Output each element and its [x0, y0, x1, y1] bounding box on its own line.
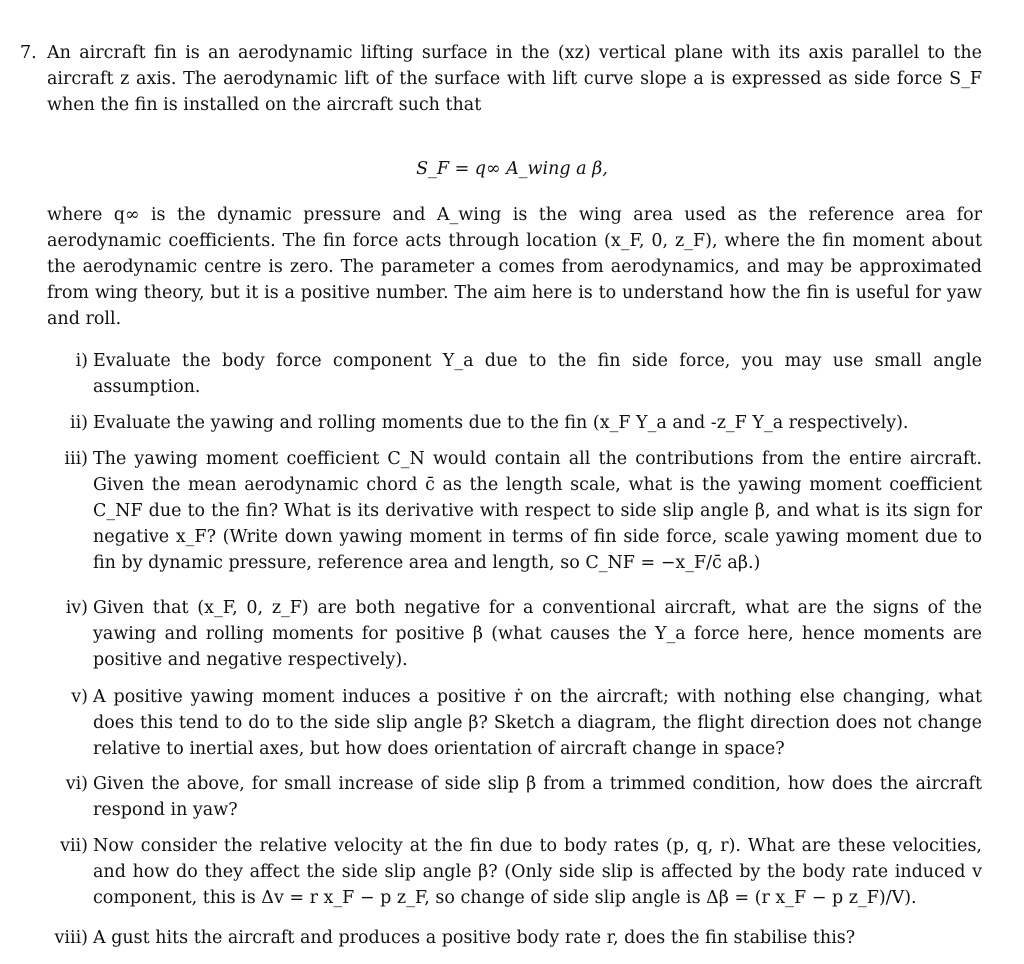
part-label: vi) — [65, 774, 88, 794]
question-body — [47, 202, 982, 332]
part-vii — [40, 833, 982, 911]
part-text: Evaluate the yawing and rolling moments due to the fin (x_F Y_a and -z_F Y_a respectively). — [93, 413, 909, 433]
part-viii — [40, 925, 982, 951]
part-i — [40, 348, 982, 400]
side-force-equation — [0, 156, 1024, 182]
part-text: The yawing moment coefficient C_N would contain all the contributions from the entire aircraft. Given the mean aerodynamic chord c̄ as the length scale, what is the yawing moment coefficient C_NF due to the fin? What is its derivative with respect to side slip angle β, and what is its sign for negative x_F? (Write down yawing moment in terms of fin side force, scale yawing moment due to fin by dynamic pressure, reference area and length, so C_NF = −x_F/c̄ aβ.) — [93, 449, 982, 573]
part-vi — [40, 771, 982, 823]
part-iv — [40, 595, 982, 673]
part-label: viii) — [54, 928, 88, 948]
question-number: 7. — [20, 43, 37, 63]
equation-text: S_F = q∞ A_wing a β, — [416, 159, 608, 179]
part-text: Evaluate the body force component Y_a due to the fin side force, you may use small angle assumption. — [93, 351, 982, 397]
part-label: i) — [75, 351, 88, 371]
part-text: Now consider the relative velocity at the fin due to body rates (p, q, r). What are these velocities, and how do they affect the side slip angle β? (Only side slip is affected by the body rate induced v component, this is Δv = r x_F − p z_F, so change of side slip angle is Δβ = (r x_F − p z_F)/V). — [93, 836, 982, 908]
part-text: Given the above, for small increase of side slip β from a trimmed condition, how does the aircraft respond in yaw? — [93, 774, 982, 820]
part-label: v) — [71, 687, 88, 707]
part-v — [40, 684, 982, 762]
part-text: A gust hits the aircraft and produces a positive body rate r, does the fin stabilise this? — [93, 928, 856, 948]
part-label: iii) — [64, 449, 88, 469]
part-iii — [40, 446, 982, 576]
part-ii — [40, 410, 982, 436]
part-label: vii) — [60, 836, 88, 856]
question-intro — [47, 40, 982, 118]
part-text: Given that (x_F, 0, z_F) are both negative for a conventional aircraft, what are the signs of the yawing and rolling moments for positive β (what causes the Y_a force here, hence moments are positive and negative respectively). — [93, 598, 982, 670]
part-label: ii) — [69, 413, 88, 433]
question-body-text: where q∞ is the dynamic pressure and A_wing is the wing area used as the reference area for aerodynamic coefficients. The fin force acts through location (x_F, 0, z_F), where the fin moment about the aerodynamic centre is zero. The parameter a comes from aerodynamics, and may be approximated from wing theory, but it is a positive number. The aim here is to understand how the fin is useful for yaw and roll. — [47, 205, 982, 329]
question-intro-text: An aircraft fin is an aerodynamic lifting surface in the (xz) vertical plane with its axis parallel to the aircraft z axis. The aerodynamic lift of the surface with lift curve slope a is expressed as side force S_F when the fin is installed on the aircraft such that — [47, 43, 982, 115]
part-text: A positive yawing moment induces a positive ṙ on the aircraft; with nothing else changing, what does this tend to do to the side slip angle β? Sketch a diagram, the flight direction does not change relative to inertial axes, but how does orientation of aircraft change in space? — [93, 687, 982, 759]
part-label: iv) — [65, 598, 88, 618]
